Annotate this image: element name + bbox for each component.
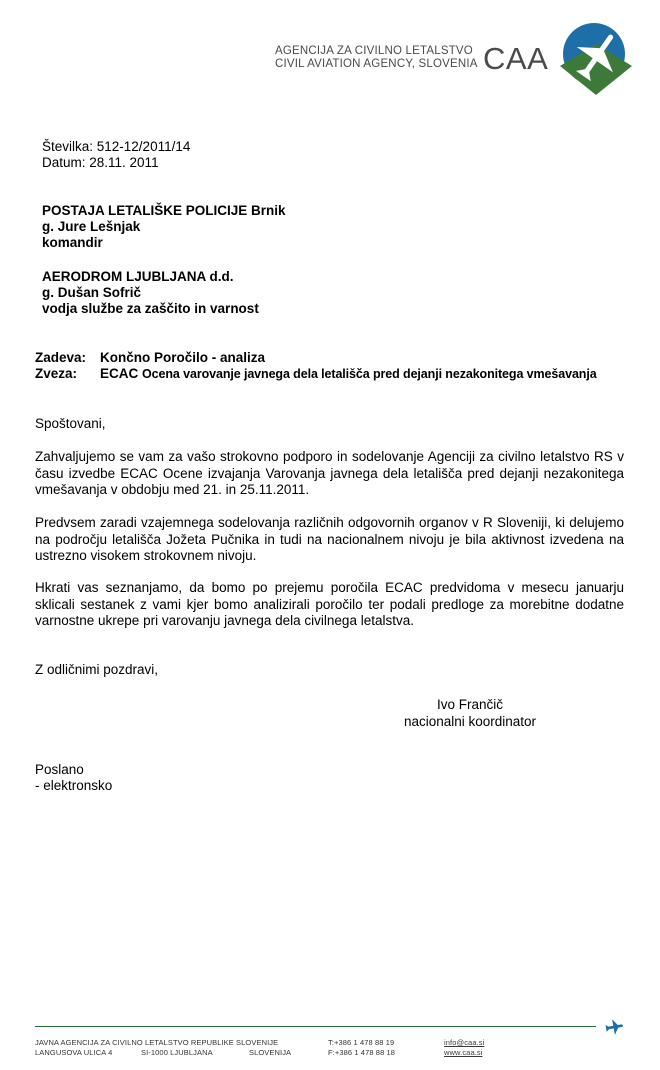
- reference-lead: ECAC: [100, 366, 139, 381]
- footer-web-link[interactable]: www.caa.si: [444, 1047, 483, 1057]
- document-number: Številka: 512-12/2011/14: [42, 139, 191, 154]
- signature-title: nacionalni koordinator: [403, 714, 537, 729]
- closing: Z odličnimi pozdravi,: [35, 662, 159, 677]
- signature-block: [380, 696, 560, 730]
- document-meta: [42, 139, 190, 171]
- recipient-org: POSTAJA LETALIŠKE POLICIJE Brnik: [42, 203, 286, 218]
- sent-method: - elektronsko: [35, 778, 113, 793]
- footer-city: SI-1000 LJUBLJANA: [141, 1047, 213, 1057]
- agency-name-line2: CIVIL AVIATION AGENCY, SLOVENIA: [275, 58, 478, 70]
- reference-text: Ocena varovanje javnega dela letališča pred dejanji nezakonitega vmešavanja: [142, 367, 597, 381]
- sent-block: [35, 762, 112, 794]
- footer-phone: T:+386 1 478 88 19: [328, 1038, 395, 1047]
- footer-street: LANGUSOVA ULICA 4: [35, 1047, 113, 1057]
- agency-name-line1: AGENCIJA ZA CIVILNO LETALSTVO: [275, 45, 473, 57]
- greeting: Spoštovani,: [35, 416, 106, 431]
- recipient-org: AERODROM LJUBLJANA d.d.: [42, 269, 234, 284]
- sent-label: Poslano: [35, 762, 84, 777]
- recipient-name: g. Jure Lešnjak: [42, 219, 141, 234]
- caa-logo-text: CAA: [483, 41, 549, 76]
- subject-value: Končno Poročilo - analiza: [100, 350, 266, 365]
- reference-row: [35, 366, 597, 382]
- footer-country: SLOVENIJA: [249, 1047, 292, 1057]
- signature-name: Ivo Frančič: [436, 697, 504, 712]
- footer-contact: [328, 1038, 395, 1057]
- footer-agency: JAVNA AGENCIJA ZA CIVILNO LETALSTVO REPUBLIKE SLOVENIJE: [35, 1038, 279, 1047]
- body-paragraph: Predvsem zaradi vzajemnega sodelovanja različnih odgovornih organov v R Sloveniji, ki delujemo na področju letališča Jožeta Pučnika in tudi na nacionalnem nivoju je bila aktivnost izvedena na ustrezno visokem strokovnem nivoju.: [35, 515, 624, 563]
- agency-name: [275, 45, 478, 71]
- recipient-block: [42, 203, 286, 251]
- subject-label: Zadeva:: [35, 350, 87, 365]
- footer-email-link[interactable]: info@caa.si: [444, 1038, 485, 1047]
- body-paragraph: Zahvaljujemo se vam za vašo strokovno podporo in sodelovanje Agenciji za civilno letalstvo RS v času izvedbe ECAC Ocene izvajanja Varovanja javnega dela letališča pred dejanji nezakonitega vmešavanja v obdobju med 21. in 25.11.2011.: [35, 449, 624, 497]
- reference-value: [100, 366, 597, 382]
- subject-block: [35, 350, 597, 382]
- body-paragraph: Hkrati vas seznanjamo, da bomo po prejemu poročila ECAC predvidoma v mesecu januarju sklicali sestanek z vami kjer bomo analizirali poročilo ter podali predloge za morebitne dodatne varnostne ukrepe pri varovanju javnega dela civilnega letalstva.: [35, 580, 624, 628]
- reference-label: Zveza:: [35, 366, 78, 381]
- subject-row: [35, 350, 597, 366]
- plane-icon: [604, 1017, 624, 1037]
- recipient-block: [42, 269, 259, 317]
- document-date: Datum: 28.11. 2011: [42, 155, 159, 170]
- footer-fax: F:+386 1 478 88 18: [328, 1047, 396, 1057]
- recipient-role: vodja službe za zaščito in varnost: [42, 301, 259, 316]
- recipient-name: g. Dušan Sofrič: [42, 285, 142, 300]
- recipient-role: komandir: [42, 235, 103, 250]
- caa-logo-icon: [560, 22, 632, 96]
- footer-divider: [35, 1026, 596, 1027]
- footer-links: [444, 1038, 484, 1057]
